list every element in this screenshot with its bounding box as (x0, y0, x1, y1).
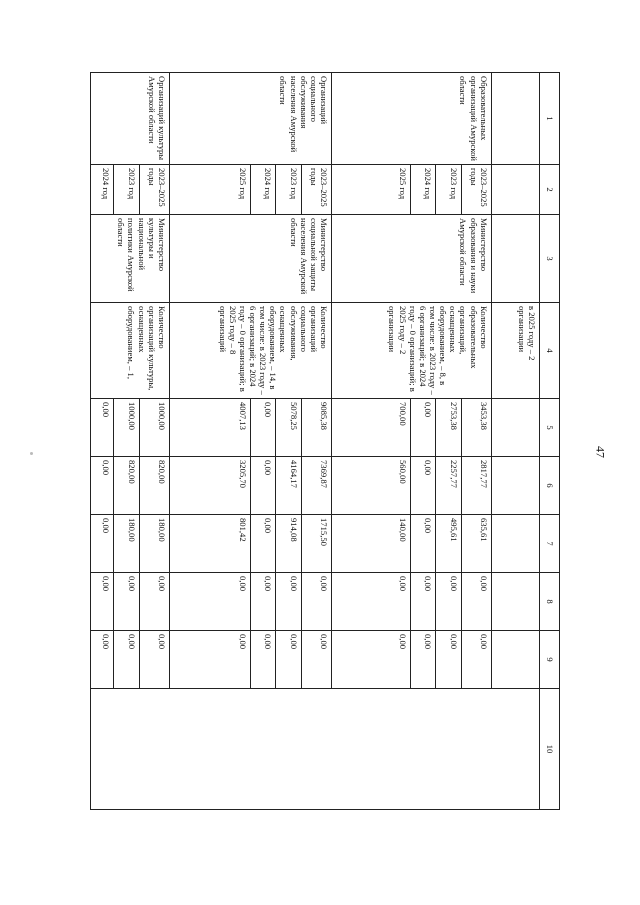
value-cell: 0,00 (436, 573, 461, 631)
organization-name: Организаций культуры Амурской области (91, 73, 170, 165)
budget-table (90, 72, 560, 810)
value-cell: 700,00 (331, 399, 410, 457)
value-cell: 820,00 (114, 457, 139, 515)
period-cell: 2024 год (250, 165, 275, 215)
indicator-cell: в 2025 году – 2 организации (491, 303, 540, 399)
value-cell: 0,00 (250, 515, 275, 573)
value-cell: 0,00 (139, 573, 169, 631)
period-cell: 2023 год (114, 165, 139, 215)
value-cell: 0,00 (410, 573, 435, 631)
value-cell: 0,00 (410, 399, 435, 457)
value-cell: 0,00 (410, 515, 435, 573)
period-cell: 2023–2025 годы (301, 165, 331, 215)
value-cell: 495,61 (436, 515, 461, 573)
header-cell: 1 (540, 73, 560, 165)
value-cell: 0,00 (91, 399, 114, 457)
header-cell: 9 (540, 631, 560, 689)
value-cell: 0,00 (276, 631, 301, 689)
header-cell: 6 (540, 457, 560, 515)
header-cell: 10 (540, 689, 560, 810)
continuation-row (491, 73, 540, 810)
period-cell: 2024 год (91, 165, 114, 215)
period-cell: 2025 год (331, 165, 410, 215)
scan-speck (30, 452, 33, 455)
value-cell: 0,00 (331, 573, 410, 631)
header-cell: 7 (540, 515, 560, 573)
value-cell: 180,00 (114, 515, 139, 573)
header-cell: 5 (540, 399, 560, 457)
value-cell: 180,00 (139, 515, 169, 573)
value-cell: 4164,17 (276, 457, 301, 515)
value-cell: 140,00 (331, 515, 410, 573)
value-cell: 0,00 (461, 573, 491, 631)
value-cell: 2817,77 (461, 457, 491, 515)
value-cell: 0,00 (410, 457, 435, 515)
period-cell: 2023 год (436, 165, 461, 215)
value-cell: 4007,13 (169, 399, 250, 457)
value-cell: 0,00 (91, 631, 114, 689)
value-cell: 635,61 (461, 515, 491, 573)
value-cell: 914,08 (276, 515, 301, 573)
value-cell: 0,00 (301, 573, 331, 631)
value-cell: 0,00 (139, 631, 169, 689)
value-cell: 5078,25 (276, 399, 301, 457)
header-cell: 3 (540, 215, 560, 303)
value-cell: 0,00 (91, 515, 114, 573)
value-cell: 0,00 (436, 631, 461, 689)
value-cell: 7369,87 (301, 457, 331, 515)
value-cell: 0,00 (91, 457, 114, 515)
period-cell: 2023 год (276, 165, 301, 215)
value-cell: 0,00 (331, 631, 410, 689)
period-cell: 2025 год (169, 165, 250, 215)
header-cell: 8 (540, 573, 560, 631)
rotated-table-container (90, 72, 560, 809)
value-cell: 0,00 (250, 573, 275, 631)
period-cell: 2023–2025 годы (461, 165, 491, 215)
value-cell: 0,00 (410, 631, 435, 689)
value-cell: 0,00 (169, 573, 250, 631)
value-cell: 0,00 (169, 631, 250, 689)
value-cell: 0,00 (114, 573, 139, 631)
value-cell: 1000,00 (114, 399, 139, 457)
value-cell: 0,00 (250, 457, 275, 515)
value-cell: 1715,50 (301, 515, 331, 573)
value-cell: 801,42 (169, 515, 250, 573)
value-cell: 1000,00 (139, 399, 169, 457)
value-cell: 3205,70 (169, 457, 250, 515)
value-cell: 0,00 (461, 631, 491, 689)
header-row (540, 73, 560, 810)
value-cell: 560,00 (331, 457, 410, 515)
value-cell: 0,00 (91, 573, 114, 631)
value-cell: 0,00 (301, 631, 331, 689)
value-cell: 2753,38 (436, 399, 461, 457)
period-cell: 2023–2025 годы (139, 165, 169, 215)
ministry-cell: Министерство культуры и национальной политики Амурской области (91, 215, 170, 303)
column-10-cell (91, 689, 540, 810)
organization-name: Организаций социального обслуживания населения Амурской области (169, 73, 331, 165)
indicator-cell: Количество организаций социального обслуживания, оснащенных оборудованием, – 14, в том числе: в 2023 году – 6 организаций; в 2024 году – 0 организаций; в 2025 году – 8 организаций (169, 303, 331, 399)
header-cell: 4 (540, 303, 560, 399)
value-cell: 0,00 (250, 631, 275, 689)
ministry-cell: Министерство образования и науки Амурской области (331, 215, 491, 303)
value-cell: 0,00 (250, 399, 275, 457)
page-number: 47 (593, 446, 608, 458)
indicator-cell: Количество образовательных организаций, оснащенных оборудованием, – 8, в том числе: в 2023 году – 6 организаций; в 2024 году – 0 организаций; в 2025 году – 2 организации (331, 303, 491, 399)
value-cell: 3453,38 (461, 399, 491, 457)
value-cell: 0,00 (276, 573, 301, 631)
value-cell: 820,00 (139, 457, 169, 515)
period-cell: 2024 год (410, 165, 435, 215)
organization-name: Образовательных организаций Амурской области (331, 73, 491, 165)
header-cell: 2 (540, 165, 560, 215)
value-cell: 0,00 (114, 631, 139, 689)
value-cell: 2257,77 (436, 457, 461, 515)
value-cell: 9085,38 (301, 399, 331, 457)
ministry-cell: Министерство социальной защиты населения Амурской области (169, 215, 331, 303)
indicator-cell: Количество организаций культуры, оснащенных оборудованием, – 1, (91, 303, 170, 399)
